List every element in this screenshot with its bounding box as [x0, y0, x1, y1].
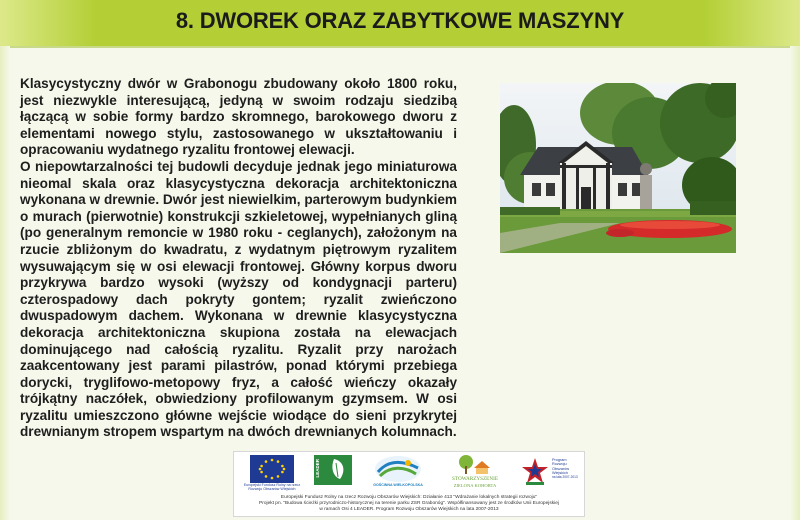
- star-flag-icon: [518, 456, 552, 488]
- eu-caption: Europejski Fundusz Rolny na rzecz Rozwoju Obszarów Wiejskich: [243, 483, 301, 491]
- sponsor-text-line-1: Europejski Fundusz Rolny na rzecz Rozwoju Obszarów Wiejskich: Działanie 413 "Wdrażanie lokalnych strategii rozwoju": [280, 495, 538, 500]
- article-paragraph-2: O niepowtarzalności tej budowli decyduje jednak jego miniaturowa nieomal skala oraz klasycystyczna dekoracja architektoniczna wykonana w drewnie. Dwór jest niewielkim, parterowym budynkiem o murach (pierwotnie) konstrukcji szkieletowej, wypełnianych gliną (po generalnym remoncie w 1980 roku - ceglanych), założonym na rzucie zbliżonym do kwadratu, z wydatnym piętrowym ryzalitem wysuwającym się w osi elewacji frontowej. Główny korpus dworu przykrywa bardzo wysoki (wyższy od kondygnacji parteru) czterospadowy dach pokryty gontem; ryzalit zwieńczono dwuspadowym dachem. Wykonana w drewnie klasycystyczna dekoracja architektoniczna skupiona została na elewacjach dominującego nad całością ryzalitu. Ryzalit przy narożach zaakcentowany jest parami pilastrów, ponad którymi przebiega dorycki, tryglifowo-metopowy fryz, a całość wieńczy okazały trójkątny naczółek, obwiedziony profilowanym gzymsem. W osi ryzalitu umieszczono główne wejście wiodące do sieni przykrytej drewnianym stropem wspartym na dwóch drewnianych kolumnach.: [20, 158, 457, 440]
- sponsor-text-line-2: Projekt pn. "Budowa ścieżki przyrodniczo-historycznej na terenie parku ZSR Grabonóg". Współfinansowany jest ze środków Unii Europejskiej: [259, 501, 559, 506]
- page-title: 8. DWOREK ORAZ ZABYTKOWE MASZYNY: [175, 8, 625, 33]
- stowarzyszenie-line2: ZIELONA KOHORTA: [453, 483, 497, 488]
- wave-logo-icon: [372, 454, 424, 484]
- article-paragraph-1: Klasycystyczny dwór w Grabonogu zbudowany około 1800 roku, jest niezwykle interesującą, jedyną w swoim rodzaju siedzibą łączącą w sobie formy bardzo skromnego, barokowego dworu z elementami nowego stylu, zastosowanego w ukształtowaniu i opracowaniu wydatnego ryzalitu frontowej elewacji.: [20, 76, 457, 158]
- right-edge-decoration: [790, 46, 800, 520]
- prow-line4: Wiejskich: [552, 470, 569, 475]
- eu-logo: [243, 455, 301, 491]
- prow-line3: Obszarów: [552, 466, 570, 471]
- gmina-logo: [372, 454, 424, 492]
- article-body: [20, 76, 457, 441]
- sponsor-banner: [233, 451, 585, 517]
- manor-house-photo: [500, 83, 736, 253]
- prow-line1: Program: [552, 458, 567, 462]
- leader-logo: [314, 455, 352, 485]
- tree-house-icon: [446, 454, 504, 476]
- gmina-caption: GOŚCINNA WIELKOPOLSKA: [373, 483, 423, 487]
- prow-line5: na lata 2007-2013: [552, 475, 578, 480]
- stowarzyszenie-logo: [446, 454, 504, 492]
- prow-logo: [518, 456, 580, 490]
- left-edge-decoration: [0, 46, 10, 520]
- leader-label: LEADER: [315, 459, 320, 478]
- stowarzyszenie-line1: STOWARZYSZENIE: [451, 476, 498, 482]
- sponsor-text-line-3: w ramach Osi 4 LEADER. Program Rozwoju Obszarów Wiejskich na lata 2007-2013: [319, 507, 499, 512]
- prow-line2: Rozwoju: [552, 462, 567, 467]
- header-banner: [0, 0, 800, 48]
